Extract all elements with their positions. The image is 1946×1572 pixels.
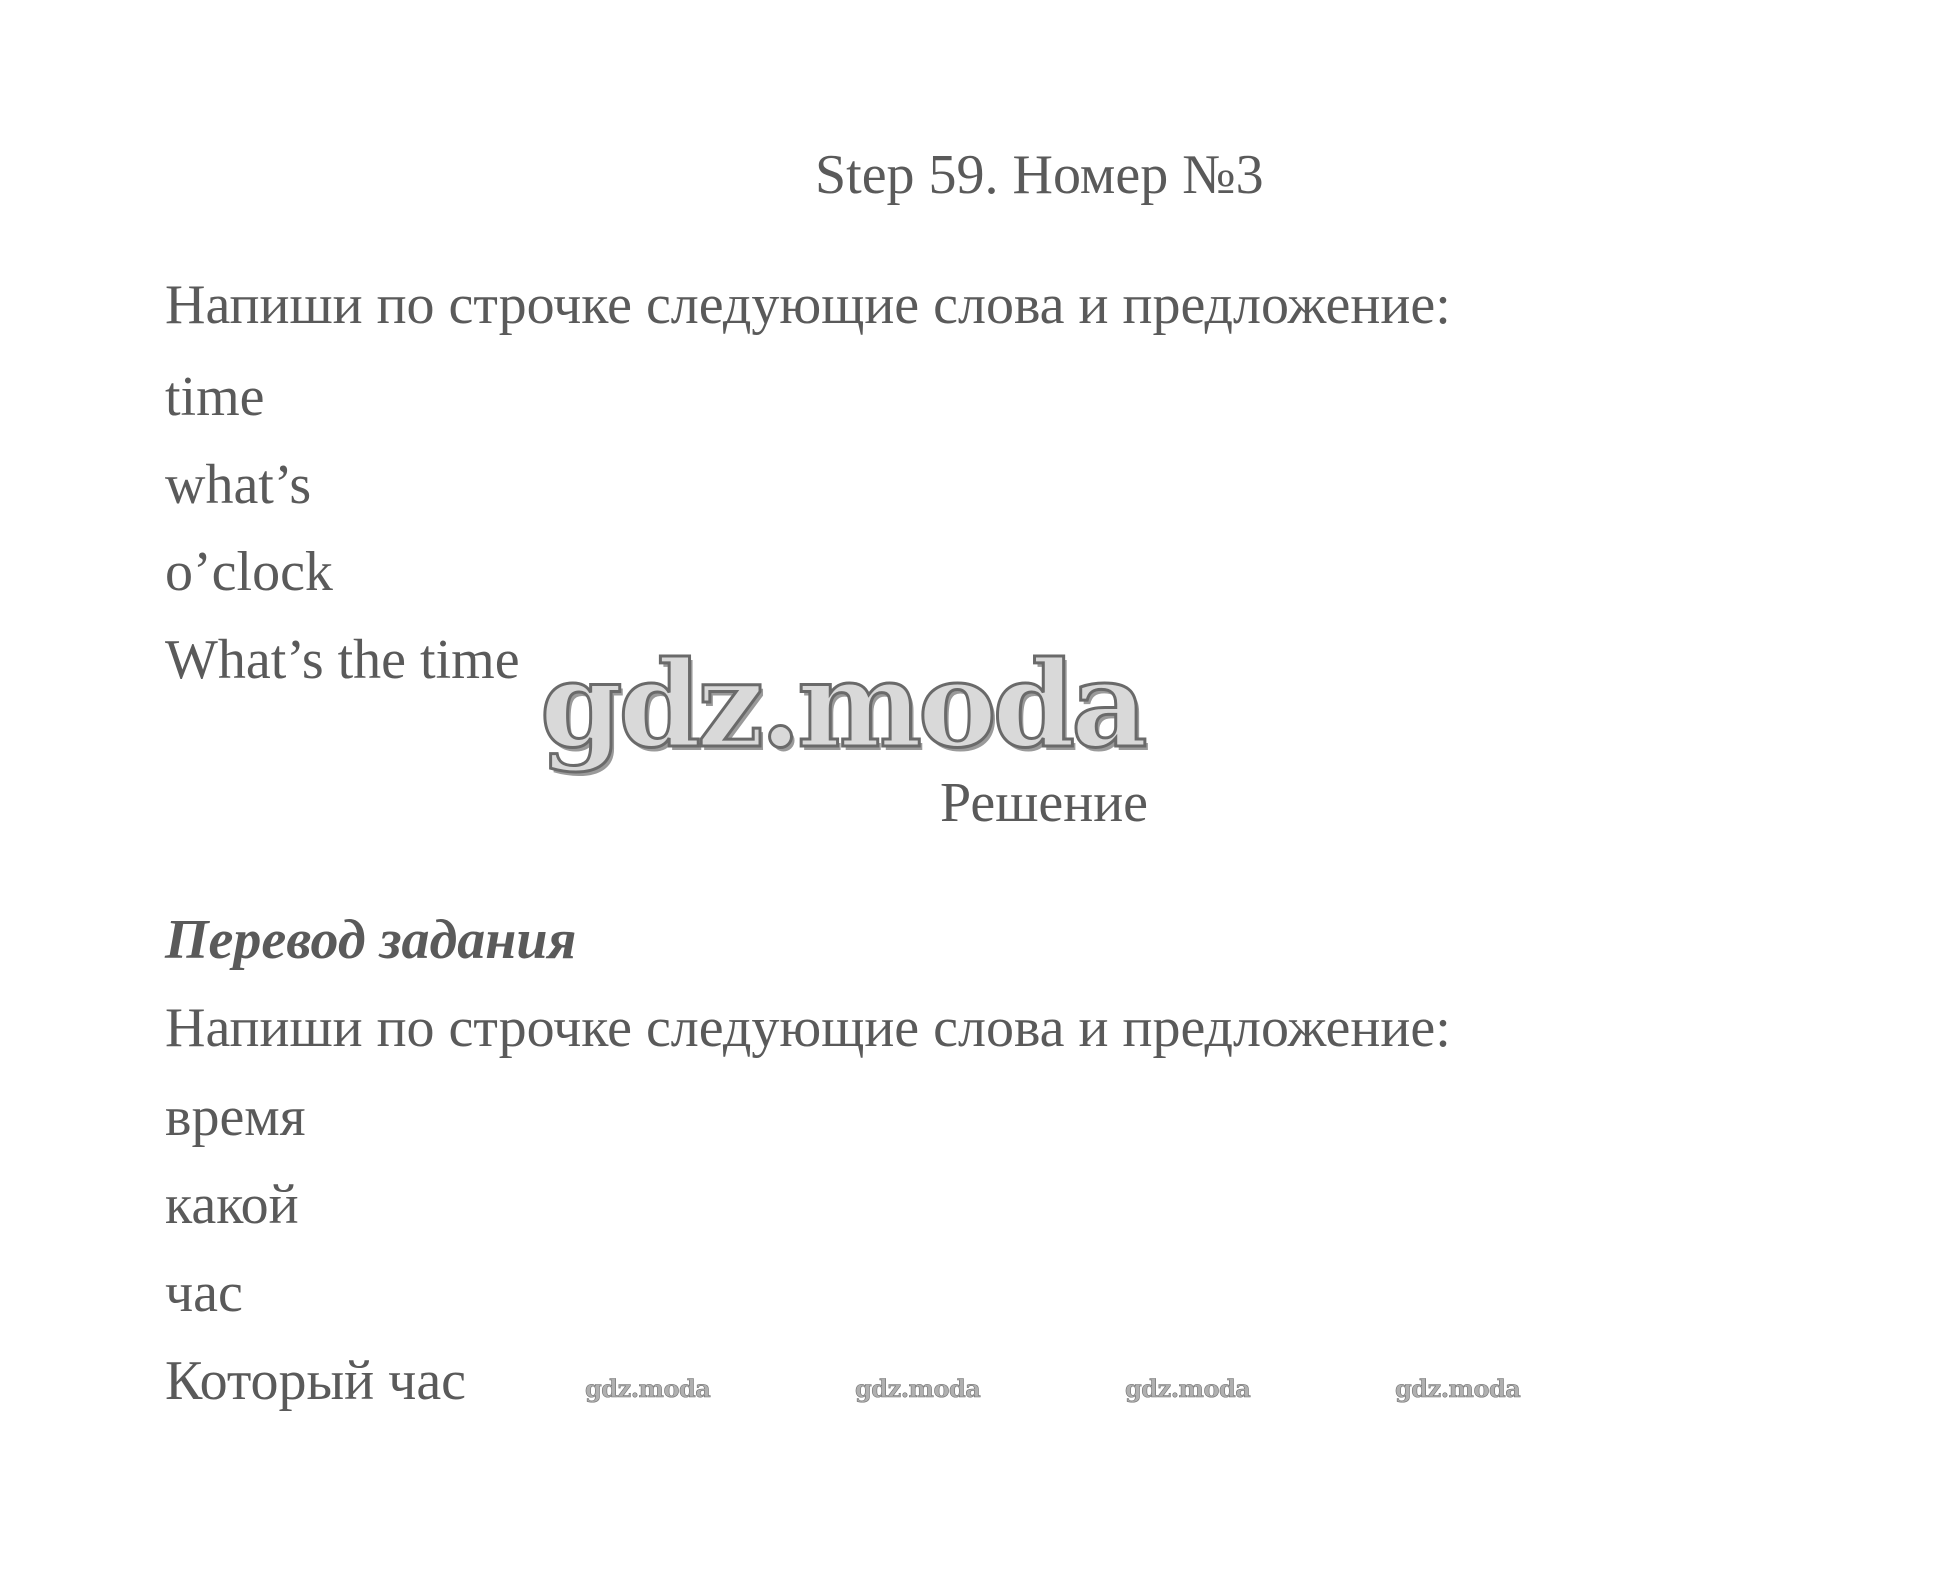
task-item-time: time [165, 366, 265, 428]
translation-item-kakoy: какой [165, 1174, 299, 1236]
task-item-whats-the-time: What’s the time [165, 629, 520, 691]
watermark-logo-large: gdz.moda [540, 635, 1144, 774]
page-title: Step 59. Номер №3 [815, 144, 1264, 206]
task-item-oclock: o’clock [165, 541, 333, 603]
translation-item-chas: час [165, 1262, 243, 1324]
watermark-logo-small-2: gdz.moda [855, 1374, 981, 1403]
task-instruction: Напиши по строчке следующие слова и предложение: [165, 274, 1451, 336]
watermark-logo-small-4: gdz.moda [1395, 1374, 1521, 1403]
watermark-logo-small-1: gdz.moda [585, 1374, 711, 1403]
translation-heading: Перевод задания [165, 909, 577, 971]
translation-item-vremya: время [165, 1086, 306, 1148]
task-item-whats: what’s [165, 454, 312, 516]
translation-item-kotoryy-chas: Который час [165, 1350, 467, 1412]
translation-instruction: Напиши по строчке следующие слова и предложение: [165, 997, 1451, 1059]
watermark-logo-small-3: gdz.moda [1125, 1374, 1251, 1403]
solution-label: Решение [940, 772, 1149, 834]
